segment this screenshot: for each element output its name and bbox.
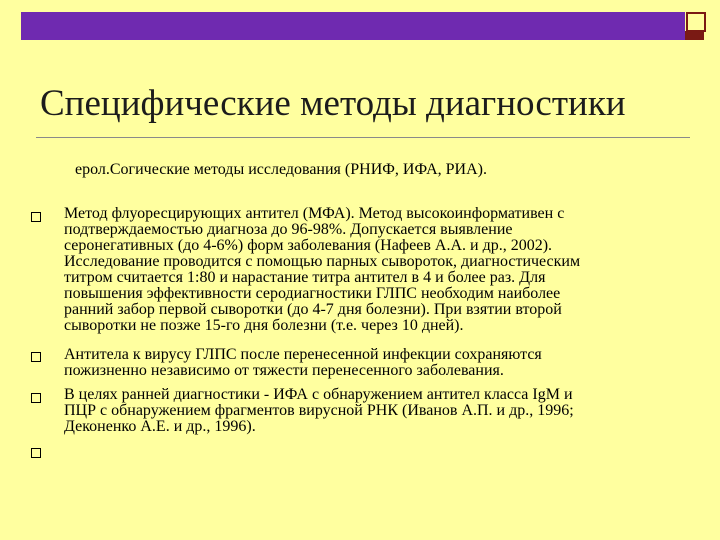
- slide-title: Специфические методы диагностики: [40, 83, 626, 124]
- header-bar: [21, 12, 685, 40]
- paragraph-line: серонегативных (до 4-6%) форм заболевания (Нафеев А.А. и др., 2002).: [64, 237, 553, 254]
- title-divider: [36, 137, 690, 138]
- bullet-paragraph-mfa: [64, 206, 684, 334]
- paragraph-line: В целях ранней диагностики - ИФА с обнаружением антител класса IgM и: [64, 386, 573, 403]
- bullet-square-icon: [31, 393, 41, 403]
- paragraph-line: Антитела к вирусу ГЛПС после перенесенной инфекции сохраняются: [64, 346, 542, 363]
- paragraph-line: Метод флуоресцирующих антител (МФА). Метод высокоинформативен с: [64, 205, 565, 222]
- slide-subtitle: ерол.Согические методы исследования (РНИФ, ИФА, РИА).: [75, 161, 487, 178]
- bullet-square-icon: [31, 352, 41, 362]
- corner-square-icon: [686, 12, 706, 32]
- paragraph-line: Деконенко А.Е. и др., 1996).: [64, 418, 256, 435]
- paragraph-line: Исследование проводится с помощью парных сывороток, диагностическим: [64, 253, 581, 270]
- paragraph-line: ПЦР с обнаружением фрагментов вирусной РНК (Иванов А.П. и др., 1996;: [64, 402, 574, 419]
- paragraph-line: повышения эффективности серодиагностики ГЛПС необходим наиболее: [64, 285, 561, 302]
- bullet-paragraph-early-diagnosis: [64, 387, 684, 435]
- paragraph-line: подтверждаемостью диагноза до 96-98%. Допускается выявление: [64, 221, 513, 238]
- paragraph-line: пожизненно независимо от тяжести перенесенного заболевания.: [64, 362, 504, 379]
- bullet-square-icon: [31, 212, 41, 222]
- paragraph-line: ранний забор первой сыворотки (до 4-7 дня болезни). При взятии второй: [64, 301, 562, 318]
- bullet-square-icon: [31, 448, 41, 458]
- paragraph-line: титром считается 1:80 и нарастание титра антител в 4 и более раз. Для: [64, 269, 546, 286]
- paragraph-line: сыворотки не позже 15-го дня болезни (т.е. через 10 дней).: [64, 317, 464, 334]
- bullet-paragraph-antibodies: [64, 347, 684, 379]
